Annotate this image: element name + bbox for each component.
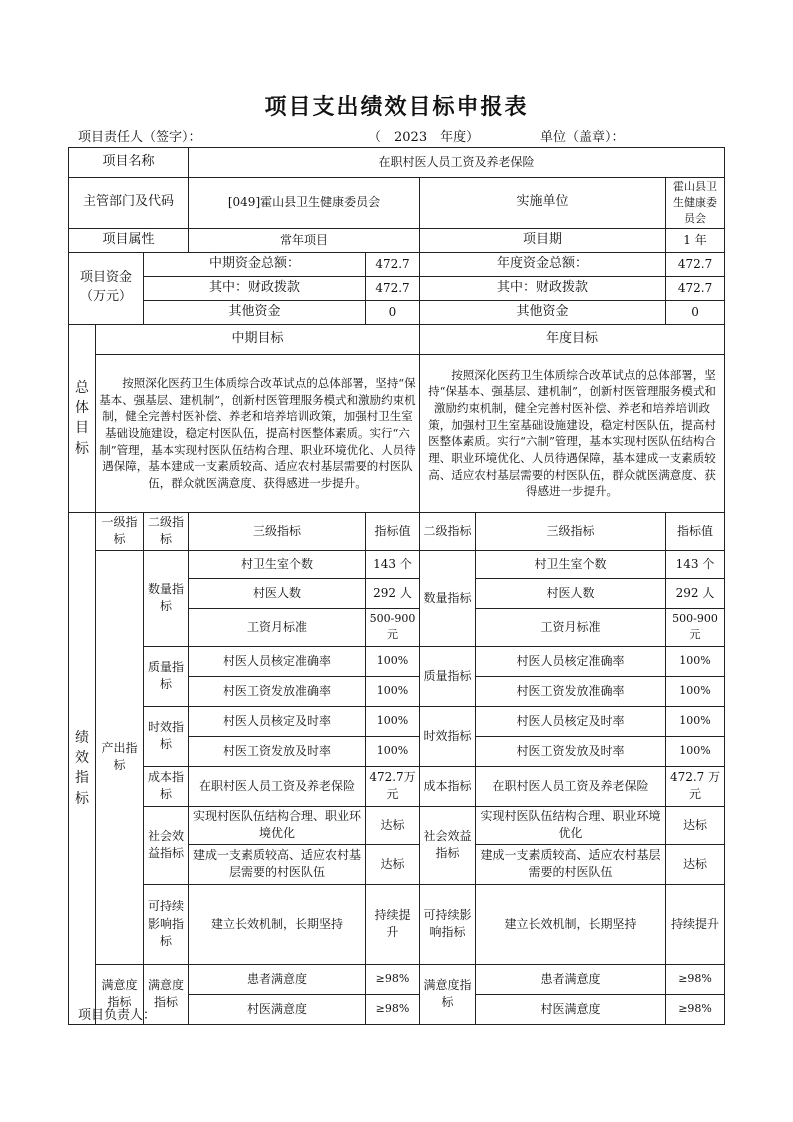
table-row bbox=[69, 252, 725, 276]
mid-fiscal-label: 其中：财政拨款 bbox=[144, 276, 366, 300]
indicator-name: 村医人数 bbox=[189, 578, 366, 608]
indicator-value-year: 持续提升 bbox=[666, 884, 725, 964]
table-row bbox=[69, 324, 725, 354]
table-row bbox=[69, 766, 725, 806]
mid-other-label: 其他资金 bbox=[144, 300, 366, 324]
indicator-value-year: 100% bbox=[666, 646, 725, 676]
year-fiscal-label: 其中：财政拨款 bbox=[420, 276, 666, 300]
table-row bbox=[69, 276, 725, 300]
indicator-name-year: 村医人员核定及时率 bbox=[476, 706, 666, 736]
indicator-name: 村医工资发放及时率 bbox=[189, 736, 366, 766]
dept-value: [049]霍山县卫生健康委员会 bbox=[189, 178, 420, 229]
indicator-name-year: 实现村医队伍结构合理、职业环境优化 bbox=[476, 806, 666, 844]
year-other-value: 0 bbox=[666, 300, 725, 324]
indicator-value: 达标 bbox=[366, 844, 420, 884]
cost-label: 成本指标 bbox=[144, 766, 189, 806]
indicator-value-year: 100% bbox=[666, 676, 725, 706]
indicator-value-year: 达标 bbox=[666, 806, 725, 844]
indicator-name: 村医满意度 bbox=[189, 994, 366, 1024]
quality-label-year: 质量指标 bbox=[420, 646, 476, 706]
col-level2-year: 二级指标 bbox=[420, 512, 476, 550]
col-value-year: 指标值 bbox=[666, 512, 725, 550]
indicator-value: 100% bbox=[366, 706, 420, 736]
indicator-value-year: 143 个 bbox=[666, 550, 725, 578]
indicator-value-year: 达标 bbox=[666, 844, 725, 884]
year-other-label: 其他资金 bbox=[420, 300, 666, 324]
mid-other-value: 0 bbox=[366, 300, 420, 324]
col-level3-year: 三级指标 bbox=[476, 512, 666, 550]
indicator-name: 建成一支素质较高、适应农村基层需要的村医队伍 bbox=[189, 844, 366, 884]
table-row bbox=[69, 646, 725, 676]
indicator-name-year: 在职村医人员工资及养老保险 bbox=[476, 766, 666, 806]
mid-total-value: 472.7 bbox=[366, 252, 420, 276]
indicator-value: ≥98% bbox=[366, 964, 420, 994]
unit-label: 单位（盖章）： bbox=[540, 130, 625, 145]
indicator-value-year: ≥98% bbox=[666, 994, 725, 1024]
impl-value: 霍山县卫生健康委员会 bbox=[666, 178, 725, 229]
indicator-name: 建立长效机制，长期坚持 bbox=[189, 884, 366, 964]
year-total-label: 年度资金总额： bbox=[420, 252, 666, 276]
social-label: 社会效益指标 bbox=[144, 806, 189, 884]
table-row bbox=[69, 884, 725, 964]
indicator-name-year: 村医工资发放准确率 bbox=[476, 676, 666, 706]
indicator-name-year: 村医人数 bbox=[476, 578, 666, 608]
mid-total-label: 中期资金总额： bbox=[144, 252, 366, 276]
quality-label: 质量指标 bbox=[144, 646, 189, 706]
table-row bbox=[69, 806, 725, 844]
col-level3: 三级指标 bbox=[189, 512, 366, 550]
indicator-value: 292 人 bbox=[366, 578, 420, 608]
indicator-value-year: 100% bbox=[666, 706, 725, 736]
indicator-name: 村卫生室个数 bbox=[189, 550, 366, 578]
indicator-name: 在职村医人员工资及养老保险 bbox=[189, 766, 366, 806]
table-row bbox=[69, 354, 725, 512]
table-row bbox=[69, 178, 725, 229]
performance-label: 绩效指标 bbox=[69, 512, 96, 1024]
project-name: 在职村医人员工资及养老保险 bbox=[189, 148, 725, 178]
quantity-label: 数量指标 bbox=[144, 550, 189, 646]
indicator-name: 工资月标准 bbox=[189, 608, 366, 646]
indicator-name-year: 建成一支素质较高、适应农村基层需要的村医队伍 bbox=[476, 844, 666, 884]
attr-value: 常年项目 bbox=[189, 228, 420, 252]
mid-goal-header: 中期目标 bbox=[96, 324, 420, 354]
indicator-value: 持续提升 bbox=[366, 884, 420, 964]
indicator-name-year: 患者满意度 bbox=[476, 964, 666, 994]
period-label: 项目期 bbox=[420, 228, 666, 252]
sustain-label: 可持续影响指标 bbox=[144, 884, 189, 964]
table-row bbox=[69, 550, 725, 578]
performance-table bbox=[68, 147, 725, 1025]
indicator-value: 500-900元 bbox=[366, 608, 420, 646]
indicator-name: 实现村医队伍结构合理、职业环境优化 bbox=[189, 806, 366, 844]
indicator-value-year: 500-900元 bbox=[666, 608, 725, 646]
table-row bbox=[69, 300, 725, 324]
indicator-value: 100% bbox=[366, 646, 420, 676]
social-label-year: 社会效益指标 bbox=[420, 806, 476, 884]
cost-label-year: 成本指标 bbox=[420, 766, 476, 806]
project-name-label: 项目名称 bbox=[69, 148, 189, 178]
page-title: 项目支出绩效目标申报表 bbox=[264, 95, 529, 120]
indicator-value-year: 100% bbox=[666, 736, 725, 766]
mid-goal-text: 按照深化医药卫生体质综合改革试点的总体部署，坚持“保基本、强基层、建机制”，创新村医管理服务模式和激励约束机制，健全完善村医补偿、养老和培养培训政策，加强村卫生室基础设施建设，稳定村医队伍，提高村医整体素质。实行“六制”管理，基本实现村医队伍结构合理、职业环境优化、人员待遇保障，基本建成一支素质较高、适应农村基层需要的村医队伍，群众就医满意度、获得感进一步提升。 bbox=[96, 354, 420, 512]
period-value: 1 年 bbox=[666, 228, 725, 252]
year-goal-text: 按照深化医药卫生体质综合改革试点的总体部署，坚持“保基本、强基层、建机制”，创新村医管理服务模式和激励约束机制，健全完善村医补偿、养老和培养培训政策，加强村卫生室基础设施建设，稳定村医队伍，提高村医整体素质。实行“六制”管理，基本实现村医队伍结构合理、职业环境优化、人员待遇保障，基本建成一支素质较高、适应农村基层需要的村医队伍，群众就医满意度、获得感进一步提升。 bbox=[420, 354, 725, 512]
satisfaction-l1-label: 满意度指标 bbox=[96, 964, 144, 1024]
year-goal-header: 年度目标 bbox=[420, 324, 725, 354]
indicator-name: 村医工资发放准确率 bbox=[189, 676, 366, 706]
indicator-value: 100% bbox=[366, 736, 420, 766]
indicator-name-year: 村医人员核定准确率 bbox=[476, 646, 666, 676]
funds-label: 项目资金（万元） bbox=[69, 252, 144, 324]
impl-label: 实施单位 bbox=[420, 178, 666, 229]
indicator-value-year: ≥98% bbox=[666, 964, 725, 994]
header-meta bbox=[78, 126, 718, 144]
indicator-value: ≥98% bbox=[366, 994, 420, 1024]
indicator-name-year: 村医工资发放及时率 bbox=[476, 736, 666, 766]
indicator-name: 村医人员核定准确率 bbox=[189, 646, 366, 676]
dept-label: 主管部门及代码 bbox=[69, 178, 189, 229]
indicator-name: 村医人员核定及时率 bbox=[189, 706, 366, 736]
indicator-value: 472.7万元 bbox=[366, 766, 420, 806]
satisfaction-label: 满意度指标 bbox=[144, 964, 189, 1024]
responsible-label: 项目责任人（签字）： bbox=[78, 130, 202, 145]
col-value: 指标值 bbox=[366, 512, 420, 550]
table-row bbox=[69, 228, 725, 252]
table-row bbox=[69, 148, 725, 178]
year-fiscal-value: 472.7 bbox=[666, 276, 725, 300]
indicator-value: 100% bbox=[366, 676, 420, 706]
manager-label: 项目负责人： bbox=[78, 1008, 157, 1023]
satisfaction-label-year: 满意度指标 bbox=[420, 964, 476, 1024]
year-label: （ 2023 年度） bbox=[368, 130, 480, 145]
table-row bbox=[69, 706, 725, 736]
indicator-name: 患者满意度 bbox=[189, 964, 366, 994]
output-label: 产出指标 bbox=[96, 550, 144, 964]
col-level1: 一级指标 bbox=[96, 512, 144, 550]
attr-label: 项目属性 bbox=[69, 228, 189, 252]
col-level2: 二级指标 bbox=[144, 512, 189, 550]
table-row bbox=[69, 512, 725, 550]
mid-fiscal-value: 472.7 bbox=[366, 276, 420, 300]
indicator-name-year: 村医满意度 bbox=[476, 994, 666, 1024]
indicator-value-year: 292 人 bbox=[666, 578, 725, 608]
indicator-value: 达标 bbox=[366, 806, 420, 844]
year-total-value: 472.7 bbox=[666, 252, 725, 276]
indicator-name-year: 村卫生室个数 bbox=[476, 550, 666, 578]
sustain-label-year: 可持续影响指标 bbox=[420, 884, 476, 964]
indicator-value-year: 472.7 万元 bbox=[666, 766, 725, 806]
table-row bbox=[69, 964, 725, 994]
indicator-name-year: 建立长效机制，长期坚持 bbox=[476, 884, 666, 964]
indicator-name-year: 工资月标准 bbox=[476, 608, 666, 646]
timeliness-label: 时效指标 bbox=[144, 706, 189, 766]
goals-label: 总体目标 bbox=[69, 324, 96, 512]
timeliness-label-year: 时效指标 bbox=[420, 706, 476, 766]
indicator-value: 143 个 bbox=[366, 550, 420, 578]
quantity-label-year: 数量指标 bbox=[420, 550, 476, 646]
